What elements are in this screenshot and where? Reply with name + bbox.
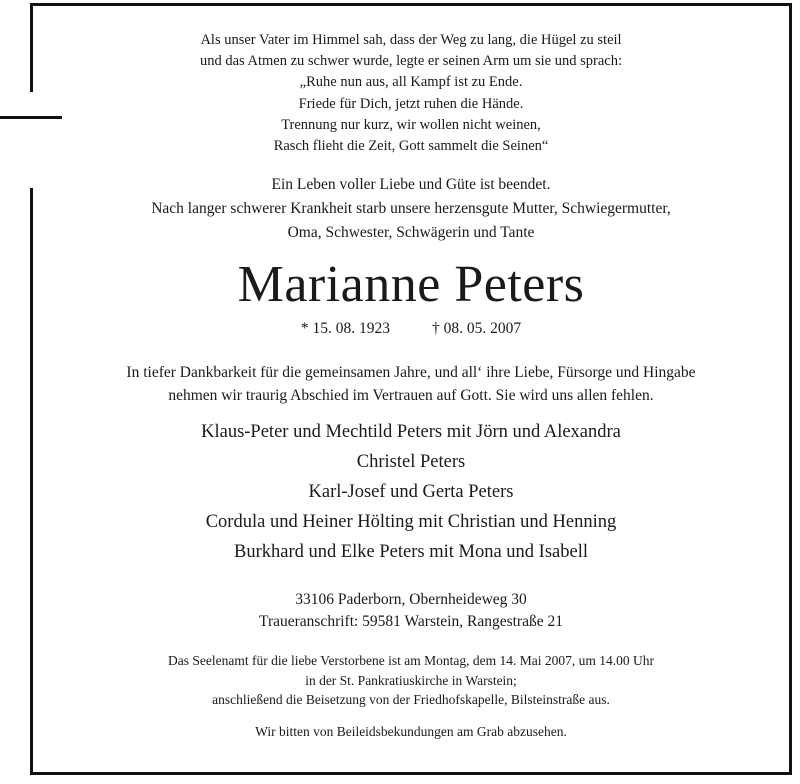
poem-line: Trennung nur kurz, wir wollen nicht weinen, <box>281 116 541 133</box>
service-line: anschließend die Beisetzung von der Friedhofskapelle, Bilsteinstraße aus. <box>212 692 610 708</box>
thanks-line: In tiefer Dankbarkeit für die gemeinsamen Jahre, und all‘ ihre Liebe, Fürsorge und Hingabe <box>126 364 696 382</box>
intro-line: Nach langer schwerer Krankheit starb unsere herzensgute Mutter, Schwiegermutter, <box>151 200 671 218</box>
service-line: Das Seelenamt für die liebe Verstorbene ist am Montag, dem 14. Mai 2007, um 14.00 Uhr <box>167 653 655 669</box>
address-block <box>33 589 789 633</box>
poem <box>33 30 789 157</box>
poem-line: Als unser Vater im Himmel sah, dass der Weg zu lang, die Hügel zu steil <box>200 32 622 48</box>
deceased-name: Marianne Peters <box>237 256 585 314</box>
obituary-notice <box>33 6 789 741</box>
family-member: Cordula und Heiner Hölting mit Christian und Henning <box>205 512 617 533</box>
poem-line: Friede für Dich, jetzt ruhen die Hände. <box>298 95 524 112</box>
poem-line: und das Atmen zu schwer wurde, legte er seinen Arm um sie und sprach: <box>199 53 622 70</box>
family-list <box>33 417 789 567</box>
intro-line: Oma, Schwester, Schwägerin und Tante <box>287 224 535 242</box>
service-info <box>33 651 789 710</box>
address-line: Traueranschrift: 59581 Warstein, Rangestraße 21 <box>259 613 563 631</box>
family-member: Burkhard und Elke Peters mit Mona und Isabell <box>233 542 588 563</box>
service-line: in der St. Pankratiuskirche in Warstein; <box>305 672 517 688</box>
poem-line: „Ruhe nun aus, all Kampf ist zu Ende. <box>299 74 523 91</box>
intro-text <box>33 173 789 245</box>
birth-date: * 15. 08. 1923 <box>300 320 390 338</box>
family-member: Klaus-Peter und Mechtild Peters mit Jörn und Alexandra <box>201 422 621 443</box>
family-member: Christel Peters <box>356 452 466 473</box>
closing-note: Wir bitten von Beileidsbekundungen am Grab abzusehen. <box>255 723 567 739</box>
intro-line: Ein Leben voller Liebe und Güte ist beendet. <box>271 176 551 194</box>
poem-line: Rasch flieht die Zeit, Gott sammelt die Seinen“ <box>273 138 549 155</box>
family-member: Karl-Josef und Gerta Peters <box>308 482 514 503</box>
death-date: † 08. 05. 2007 <box>432 320 522 338</box>
life-dates <box>33 319 789 339</box>
thanks-text <box>33 361 789 407</box>
thanks-line: nehmen wir traurig Abschied im Vertrauen auf Gott. Sie wird uns allen fehlen. <box>168 387 654 405</box>
address-line: 33106 Paderborn, Obernheideweg 30 <box>295 591 527 609</box>
